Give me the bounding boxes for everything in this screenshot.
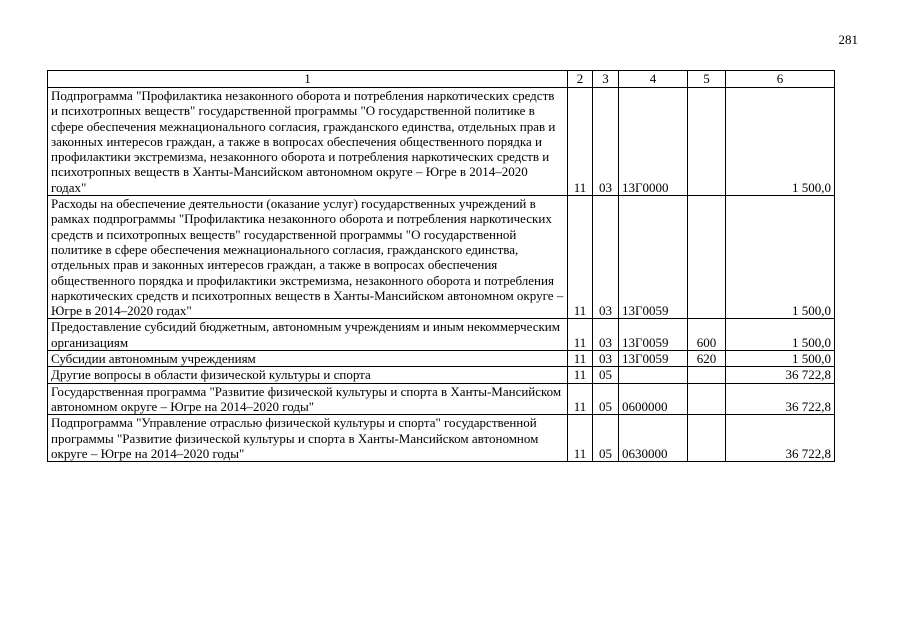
row-expense-type xyxy=(688,367,726,383)
row-section: 11 xyxy=(568,88,593,196)
row-target: 0630000 xyxy=(619,415,688,462)
table-row xyxy=(48,351,835,367)
page-number: 281 xyxy=(838,32,858,47)
row-target: 13Г0059 xyxy=(619,196,688,319)
header-col-6: 6 xyxy=(726,71,835,88)
row-expense-type xyxy=(688,383,726,415)
row-expense-type: 620 xyxy=(688,351,726,367)
row-name: Предоставление субсидий бюджетным, автономным учреждениям и иным некоммерческим организациям xyxy=(48,319,568,351)
table-row xyxy=(48,88,835,196)
row-amount: 1 500,0 xyxy=(726,351,835,367)
row-section: 11 xyxy=(568,383,593,415)
row-expense-type xyxy=(688,415,726,462)
row-section: 11 xyxy=(568,319,593,351)
row-target: 13Г0059 xyxy=(619,319,688,351)
row-name: Расходы на обеспечение деятельности (оказание услуг) государственных учреждений в рамках подпрограммы "Профилактика незаконного оборота и потребления наркотических средств и психотропных веществ" государственной программы "О государственной политике в сфере обеспечения межнационального согласия, гражданского единства, отдельных прав и законных интересов граждан, а также в вопросах обеспечения общественного порядка и профилактики экстремизма, незаконного оборота и потребления наркотических средств и психотропных веществ в Ханты-Мансийском автономном округе – Югре в 2014–2020 годах" xyxy=(48,196,568,319)
header-col-1: 1 xyxy=(48,71,568,88)
row-subsection: 05 xyxy=(593,367,619,383)
row-subsection: 03 xyxy=(593,351,619,367)
table-row xyxy=(48,319,835,351)
row-amount: 1 500,0 xyxy=(726,196,835,319)
row-amount: 36 722,8 xyxy=(726,415,835,462)
row-name: Подпрограмма "Профилактика незаконного оборота и потребления наркотических средств и психотропных веществ" государственной программы "О государственной политике в сфере обеспечения межнационального согласия, гражданского единства, отдельных прав и законных интересов граждан, а также в вопросах обеспечения общественного порядка и профилактики экстремизма, незаконного оборота и потребления наркотических средств и психотропных веществ в Ханты-Мансийском автономном округе – Югре в 2014–2020 годах" xyxy=(48,88,568,196)
row-expense-type xyxy=(688,88,726,196)
table-row xyxy=(48,367,835,383)
row-name: Подпрограмма "Управление отраслью физической культуры и спорта" государственной программы "Развитие физической культуры и спорта в Ханты-Мансийском автономном округе – Югре на 2014–2020 годы" xyxy=(48,415,568,462)
header-col-3: 3 xyxy=(593,71,619,88)
row-subsection: 03 xyxy=(593,88,619,196)
row-section: 11 xyxy=(568,196,593,319)
row-expense-type xyxy=(688,196,726,319)
row-section: 11 xyxy=(568,351,593,367)
row-subsection: 03 xyxy=(593,319,619,351)
row-target: 13Г0059 xyxy=(619,351,688,367)
row-name: Субсидии автономным учреждениям xyxy=(48,351,568,367)
row-subsection: 05 xyxy=(593,415,619,462)
header-row xyxy=(48,71,835,88)
budget-table xyxy=(47,70,835,462)
row-name: Другие вопросы в области физической культуры и спорта xyxy=(48,367,568,383)
row-name: Государственная программа "Развитие физической культуры и спорта в Ханты-Мансийском автономном округе – Югре на 2014–2020 годы" xyxy=(48,383,568,415)
header-col-5: 5 xyxy=(688,71,726,88)
row-amount: 1 500,0 xyxy=(726,319,835,351)
row-subsection: 05 xyxy=(593,383,619,415)
row-amount: 1 500,0 xyxy=(726,88,835,196)
table-row xyxy=(48,383,835,415)
row-subsection: 03 xyxy=(593,196,619,319)
row-section: 11 xyxy=(568,415,593,462)
row-target: 13Г0000 xyxy=(619,88,688,196)
row-target: 0600000 xyxy=(619,383,688,415)
header-col-2: 2 xyxy=(568,71,593,88)
row-expense-type: 600 xyxy=(688,319,726,351)
header-col-4: 4 xyxy=(619,71,688,88)
row-amount: 36 722,8 xyxy=(726,367,835,383)
row-section: 11 xyxy=(568,367,593,383)
row-amount: 36 722,8 xyxy=(726,383,835,415)
table-row xyxy=(48,196,835,319)
row-target xyxy=(619,367,688,383)
table-row xyxy=(48,415,835,462)
